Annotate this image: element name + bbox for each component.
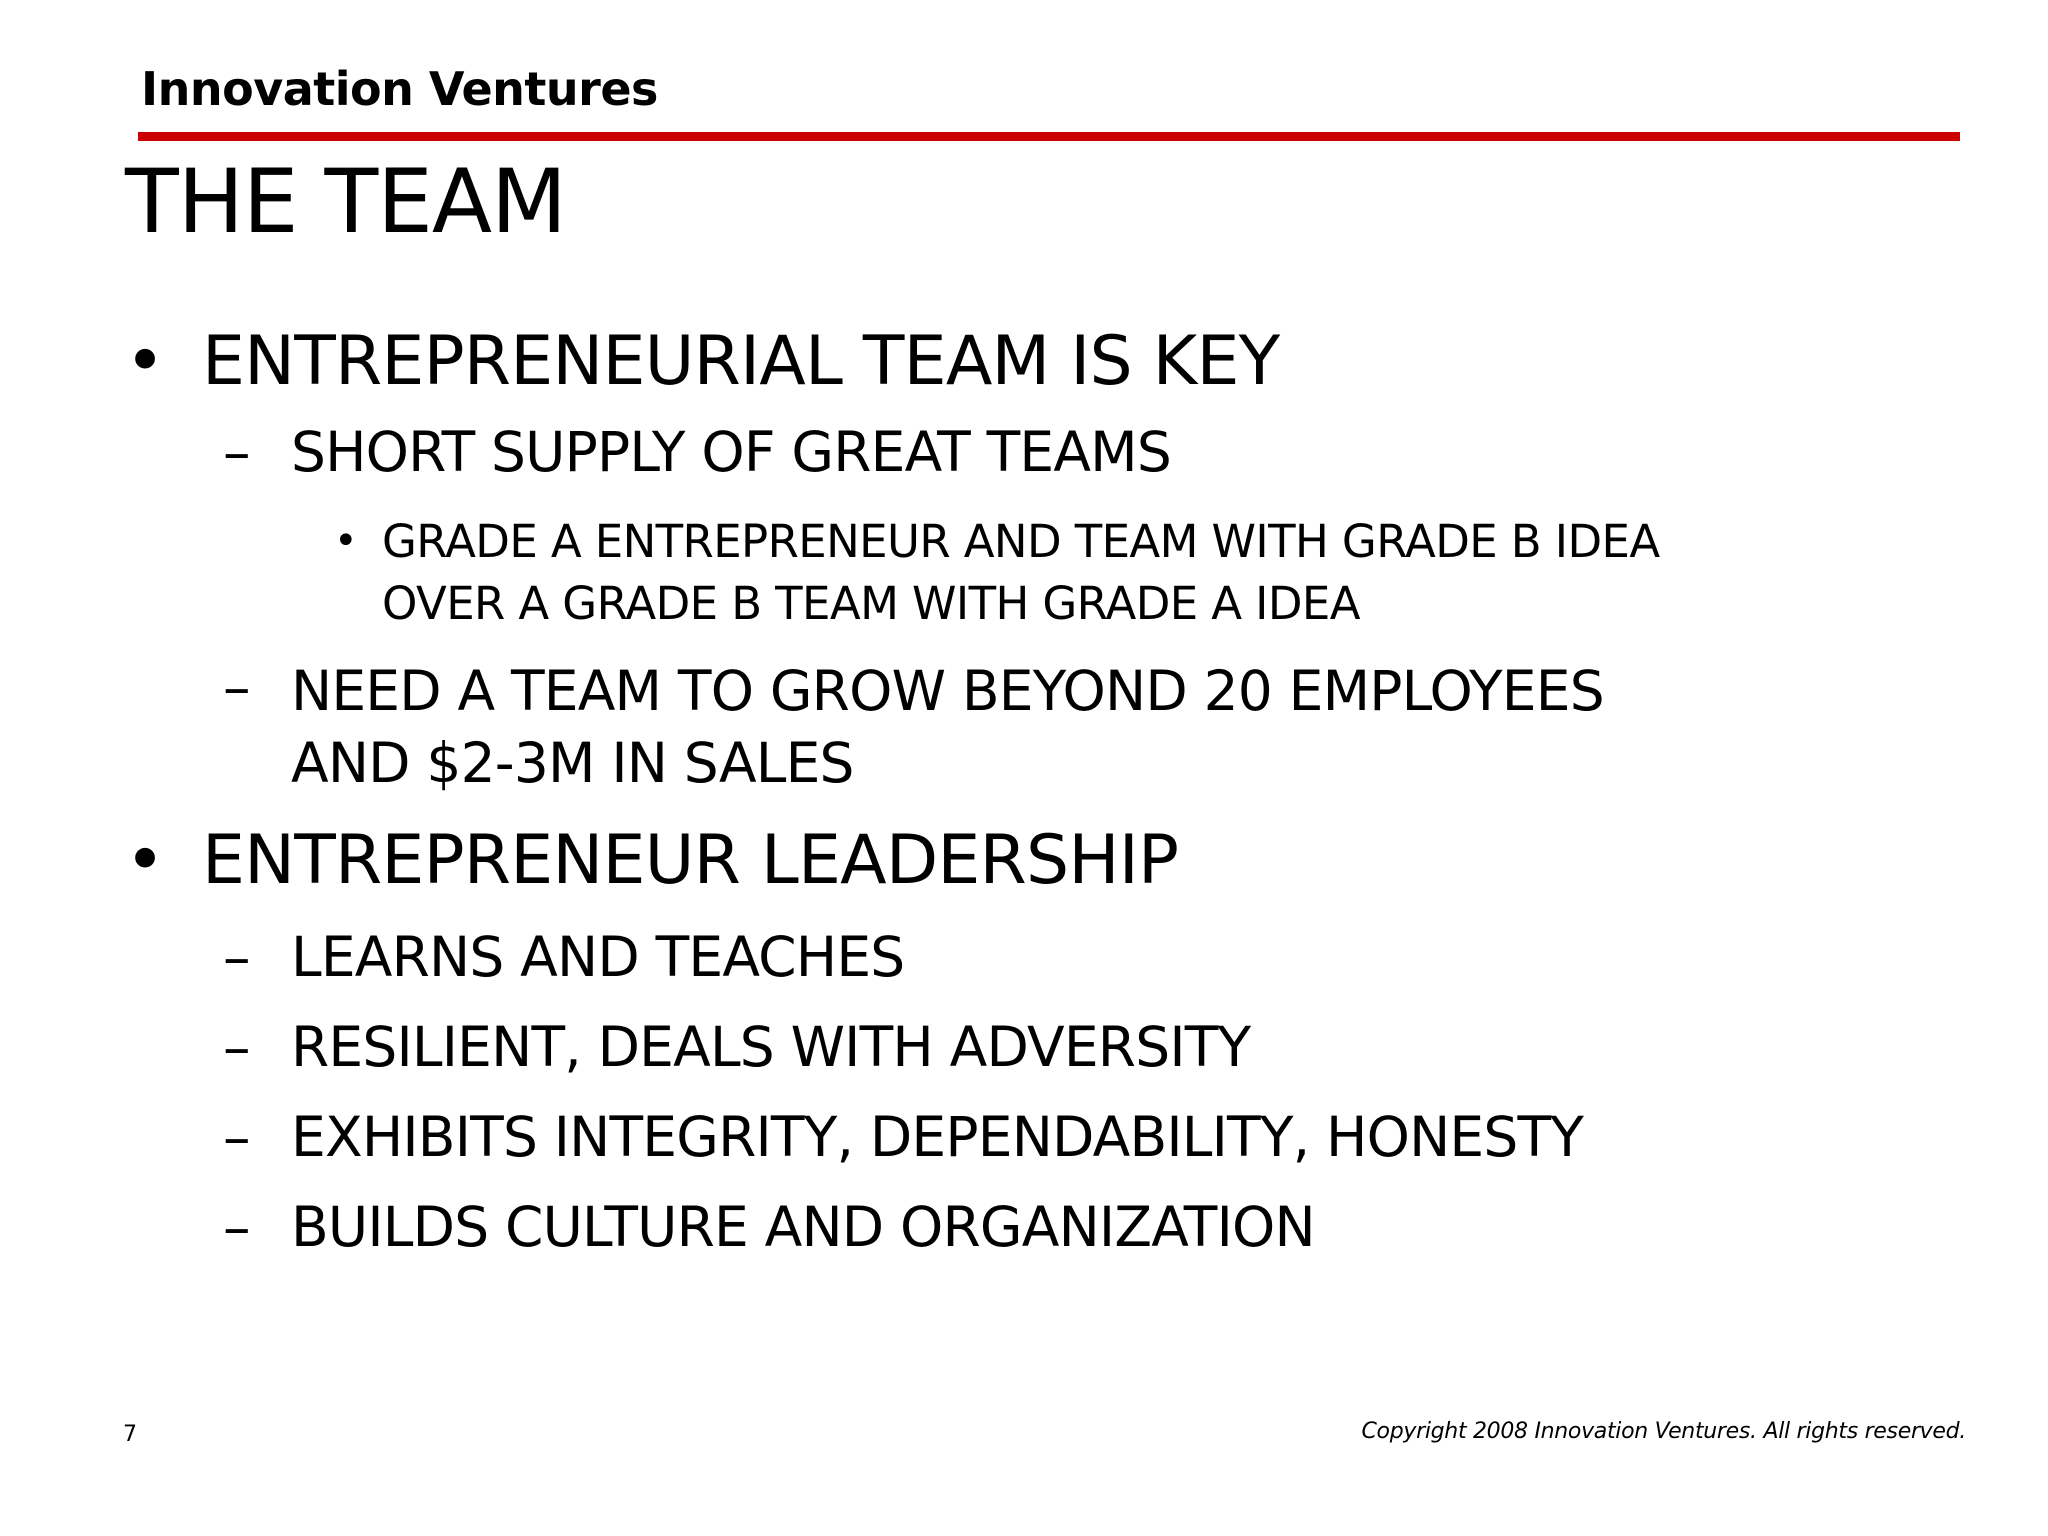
text-line: NEED A TEAM TO GROW BEYOND 20 EMPLOYEES [291, 659, 1604, 723]
dash-marker: – [223, 925, 250, 989]
dash-marker: – [223, 655, 250, 719]
bullet-text: ENTREPRENEUR LEADERSHIP [202, 821, 1179, 900]
brand-name: Innovation Ventures [141, 62, 658, 116]
sub-bullet-text: BUILDS CULTURE AND ORGANIZATION [291, 1195, 1315, 1259]
dash-marker: – [223, 1105, 250, 1169]
text-line: OVER A GRADE B TEAM WITH GRADE A IDEA [382, 577, 1360, 630]
bullet-marker: • [125, 821, 165, 900]
sub-sub-bullet-text [382, 511, 1660, 635]
copyright-notice: Copyright 2008 Innovation Ventures. All rights reserved. [1361, 1419, 1966, 1444]
bullet-marker: • [334, 518, 357, 564]
text-line: GRADE A ENTREPRENEUR AND TEAM WITH GRADE B IDEA [382, 515, 1660, 568]
sub-bullet-text: RESILIENT, DEALS WITH ADVERSITY [291, 1015, 1251, 1079]
sub-bullet-text: LEARNS AND TEACHES [291, 925, 905, 989]
bullet-text: ENTREPRENEURIAL TEAM IS KEY [202, 322, 1280, 401]
text-line: AND $2-3M IN SALES [291, 731, 854, 795]
page-number: 7 [123, 1422, 137, 1447]
sub-bullet-text [291, 655, 1604, 799]
sub-bullet-text: SHORT SUPPLY OF GREAT TEAMS [291, 420, 1171, 484]
dash-marker: – [223, 1015, 250, 1079]
sub-bullet-text: EXHIBITS INTEGRITY, DEPENDABILITY, HONESTY [291, 1105, 1584, 1169]
header-rule [138, 132, 1960, 141]
slide-title: THE TEAM [125, 150, 566, 253]
dash-marker: – [223, 1195, 250, 1259]
dash-marker: – [223, 420, 250, 484]
bullet-marker: • [125, 322, 165, 401]
